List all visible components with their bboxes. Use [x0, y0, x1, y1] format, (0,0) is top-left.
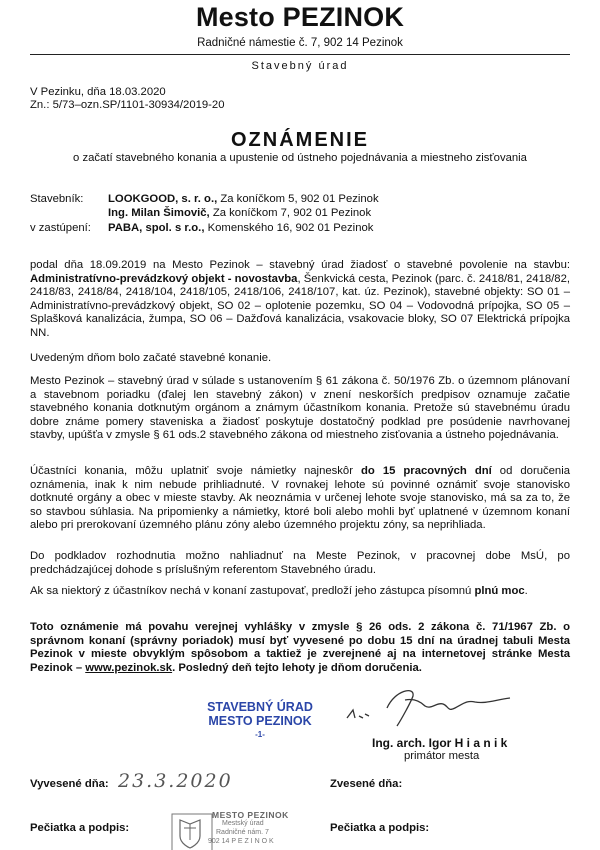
posted-date-label: Vyvesené dňa: [30, 778, 109, 790]
office-stamp-line2: MESTO PEZINOK [208, 714, 312, 728]
header-divider [30, 54, 570, 55]
seal-signature-label-right: Pečiatka a podpis: [330, 822, 430, 834]
representative-label: v zastúpení: [30, 222, 91, 234]
builder-1-name: LOOKGOOD, s. r. o., [108, 193, 218, 205]
paragraph-public-notice [30, 621, 570, 675]
paragraph-documents: Do podkladov rozhodnutia možno nahliadnuť na Meste Pezinok, v pracovnej dobe MsÚ, po predchádzajúcej dohode s príslušným referentom Stavebného úradu. [30, 550, 570, 576]
office-stamp-line3: -1- [255, 730, 265, 739]
p4-text-c: od doručenia oznámenia, inak k nim nebude prihliadnuté. V rovnakej lehote sú povinné oznámiť svoje stanovisko dotknuté orgány a obec v mieste stavby. Ak neoznámia v určenej lehote svoje stanovisko, má sa za to, že so stavbou súhlasia. Na pripomienky a námietky, ktoré boli alebo mohli byť uplatnené v územnom konaní alebo pri prerokovaní územného plánu zóny alebo územného projektu zóny, sa neprihliada. [30, 465, 570, 532]
removed-date-label: Zvesené dňa: [330, 778, 403, 790]
seal-line4: 902 14 P E Z I N O K [208, 838, 274, 845]
seal-line3: Radničné nám. 7 [216, 829, 269, 836]
signatory-name: Ing. arch. Igor H i a n i k [372, 736, 508, 750]
p6-power-of-attorney: plnú moc [474, 585, 525, 597]
seal-signature-label-left: Pečiatka a podpis: [30, 822, 130, 834]
builder-1 [108, 193, 379, 205]
seal-line2: Mestský úrad [222, 820, 264, 827]
builder-2-name: Ing. Milan Šimovič, [108, 207, 210, 219]
p4-deadline: do 15 pracovných dní [361, 465, 492, 477]
office-stamp-line1: STAVEBNÝ ÚRAD [207, 700, 313, 714]
website-link[interactable]: www.pezinok.sk [85, 661, 173, 674]
representative-name: PABA, spol. s r.o., [108, 222, 205, 234]
builder-1-address: Za koníčkom 5, 902 01 Pezinok [217, 193, 379, 205]
notice-heading: OZNÁMENIE [231, 129, 369, 151]
signatory-role: primátor mesta [404, 750, 480, 762]
handwritten-signature-icon [335, 680, 535, 730]
builder-label: Stavebník: [30, 193, 84, 205]
posted-date-value: 23.3.2020 [118, 770, 233, 792]
p4-text-a: Účastníci konania, môžu uplatniť svoje námietky najneskôr [30, 465, 361, 477]
paragraph-objections [30, 465, 570, 533]
p1-text-c: , Šenkvická cesta, Pezinok (parc. č. 2418/81, 2418/82, 2418/83, 2418/84, 2418/104, 2418/105, 2418/106, 2418/107, kat. úz. Pezinok), stavebné objekty: SO 01 – Administratívno-prevádzkový objekt, SO 02 – oplotenie pozemku, SO 04 – Vodovodná prípojka, SO 05 – Splašková kanalizácia, žumpa, SO 06 – Dažďová kanalizácia, vsakovacie bloky, SO 07 Elektrická prípojka NN. [30, 272, 570, 339]
office-name: Stavebný úrad [251, 60, 349, 72]
representative [108, 222, 373, 234]
builder-2-address: Za koníčkom 7, 902 01 Pezinok [209, 207, 372, 219]
p1-text-a: podal dňa 18.09.2019 na Mesto Pezinok – stavebný úrad žiadosť o stavebné povolenie na stavbu: [30, 259, 570, 271]
city-title: Mesto PEZINOK [195, 2, 405, 32]
p7-text-a: Toto oznámenie má povahu verejnej vyhlášky v zmysle § 26 ods. 2 zákona č. 71/1967 Zb. o správnom konaní (správny poriadok) musí byť vyvesené po dobu 15 dní na úradnej tabuli Mesta Pezinok v mieste obvyklým spôsobom a taktiež je zverejnené aj na internetovej stránke Mesta Pezinok – [30, 621, 570, 674]
reference-number: Zn.: 5/73–ozn.SP/1101-30934/2019-20 [30, 99, 225, 111]
paragraph-started: Uvedeným dňom bolo začaté stavebné konanie. [30, 352, 272, 364]
city-address: Radničné námestie č. 7, 902 14 Pezinok [197, 37, 403, 49]
paragraph-representation [30, 585, 570, 599]
p1-project-name: Administratívno-prevádzkový objekt - novostavba [30, 272, 298, 285]
notice-subheading: o začatí stavebného konania a upustenie od ústneho pojednávania a miestneho zisťovania [73, 152, 527, 164]
seal-line1: MESTO PEZINOK [212, 810, 289, 820]
p6-text-a: Ak sa niektorý z účastníkov nechá v konaní zastupovať, predloží jeho zástupca písomnú [30, 585, 475, 597]
paragraph-legal-basis: Mesto Pezinok – stavebný úrad v súlade s ustanovením § 61 zákona č. 50/1976 Zb. o územnom plánovaní a stavebnom poriadku (ďalej len stavebný zákon) v znení neskorších predpisov oznamuje začatie stavebného konania dotknutým orgánom a známym účastníkom konania. Pretože sú stavebnému úradu dobre známe pomery staveniska a žiadosť poskytuje dostatočný podklad pre posúdenie navrhovanej stavby, upúšťa v zmysle § 61 ods.2 stavebného zákona od miestneho zisťovania a ústneho pojednávania. [30, 375, 570, 442]
builder-2 [108, 207, 371, 219]
representative-address: Komenského 16, 902 01 Pezinok [204, 222, 374, 234]
p6-text-c: . [524, 585, 528, 597]
paragraph-application [30, 259, 570, 341]
city-seal [150, 806, 310, 850]
place-date: V Pezinku, dňa 18.03.2020 [30, 86, 166, 98]
p7-text-b: . Posledný deň tejto lehoty je dňom doručenia. [172, 661, 422, 674]
